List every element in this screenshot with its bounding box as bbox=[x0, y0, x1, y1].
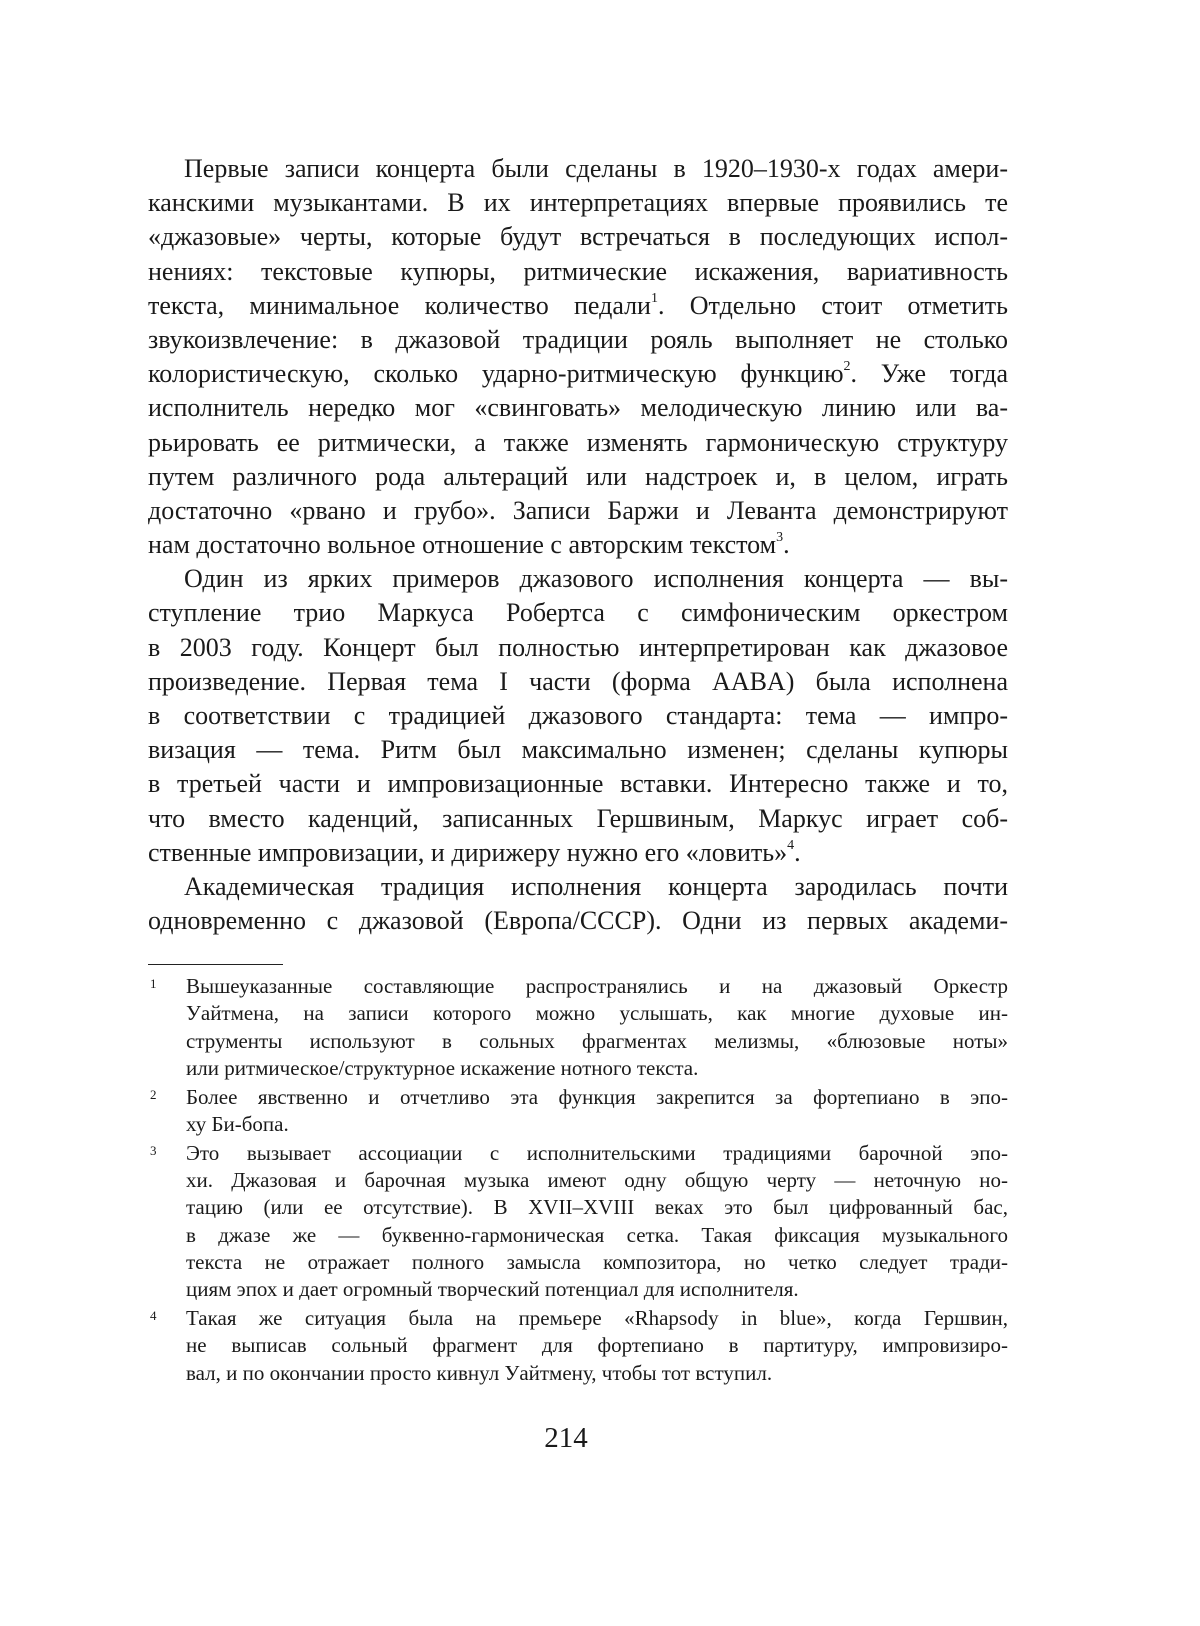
footnotes bbox=[148, 973, 1008, 1388]
footnote-separator bbox=[148, 964, 283, 965]
line-text: достаточно «рвано и грубо». Записи Баржи и Леванта демонстрируют bbox=[148, 495, 1008, 525]
footnote-line: Вышеуказанные составляющие распространялись и на джазовый Оркестр bbox=[186, 974, 1008, 998]
line-text: «джазовые» черты, которые будут встречаться в последующих испол- bbox=[148, 222, 1008, 252]
text-line bbox=[148, 152, 1008, 186]
text-line bbox=[148, 426, 1008, 460]
text-line bbox=[148, 460, 1008, 494]
footnote bbox=[148, 973, 1008, 1082]
text-line bbox=[148, 767, 1008, 801]
line-text: исполнитель нередко мог «свинговать» мелодическую линию или ва- bbox=[148, 393, 1008, 423]
text-line bbox=[148, 699, 1008, 733]
text-line bbox=[148, 391, 1008, 425]
line-text-tail: . Уже тогда bbox=[850, 359, 1008, 389]
footnote-ref: 2 bbox=[843, 359, 851, 375]
footnote-line: Это вызывает ассоциации с исполнительскими традициями барочной эпо- bbox=[186, 1140, 1008, 1165]
footnote-line: хи. Джазовая и барочная музыка имеют одну общую черту — неточную но- bbox=[186, 1168, 1008, 1193]
paragraph bbox=[148, 152, 1008, 562]
text-line bbox=[148, 802, 1008, 836]
footnote-line: в джазе же — буквенно-гармоническая сетка. Такая фиксация музыкального bbox=[186, 1222, 1008, 1247]
line-text: колористическую, сколько ударно-ритмическую функцию bbox=[148, 359, 844, 389]
text-line bbox=[148, 631, 1008, 665]
line-text: Один из ярких примеров джазового исполнения концерта — вы- bbox=[184, 564, 1008, 594]
text-line bbox=[148, 186, 1008, 220]
text-line bbox=[148, 494, 1008, 528]
paragraph bbox=[148, 562, 1008, 870]
line-text: что вместо каденций, записанных Гершвиным, Маркус играет соб- bbox=[148, 803, 1008, 833]
page-number: 214 bbox=[544, 1422, 588, 1454]
footnote-ref: 3 bbox=[776, 530, 784, 546]
footnote bbox=[148, 1305, 1008, 1387]
line-text: в 2003 году. Концерт был полностью интерпретирован как джазовое bbox=[148, 632, 1008, 662]
line-text: текста, минимальное количество педали bbox=[148, 290, 651, 320]
footnote-number: 4 bbox=[150, 1308, 157, 1324]
footnote-number: 3 bbox=[150, 1142, 157, 1158]
footnote-line: Такая же ситуация была на премьере «Rhapsody in blue», когда Гершвин, bbox=[186, 1306, 1008, 1331]
line-text: ственные импровизации, и дирижеру нужно его «ловить» bbox=[148, 837, 788, 867]
footnote-number: 1 bbox=[150, 976, 157, 991]
main-text bbox=[148, 152, 1008, 938]
text-line bbox=[148, 323, 1008, 357]
line-text: рьировать ее ритмически, а также изменять гармоническую структуру bbox=[148, 427, 1008, 457]
line-text-tail: . bbox=[794, 837, 801, 867]
footnote-line: текста не отражает полного замысла композитора, но четко следует тради- bbox=[186, 1249, 1008, 1274]
footnote-line: не выписав сольный фрагмент для фортепиано в партитуру, импровизиро- bbox=[186, 1333, 1008, 1358]
line-text: нам достаточно вольное отношение с авторским текстом bbox=[148, 530, 777, 560]
footnote-ref: 4 bbox=[787, 838, 795, 854]
line-text: канскими музыкантами. В их интерпретациях впервые проявились те bbox=[148, 188, 1008, 218]
footnote-line: Более явственно и отчетливо эта функция закрепится за фортепиано в эпо- bbox=[186, 1084, 1008, 1109]
line-text: Академическая традиция исполнения концерта зародилась почти bbox=[184, 871, 1008, 901]
text-line bbox=[148, 357, 1008, 391]
line-text: одновременно с джазовой (Европа/СССР). Одни из первых академи- bbox=[148, 906, 1008, 936]
line-text: в третьей части и импровизационные вставки. Интересно также и то, bbox=[148, 769, 1008, 799]
text-line bbox=[148, 836, 1008, 870]
text-line bbox=[148, 528, 1008, 562]
text-line bbox=[148, 596, 1008, 630]
text-line bbox=[148, 255, 1008, 289]
footnote-line: или ритмическое/структурное искажение нотного текста. bbox=[186, 1055, 699, 1080]
line-text: произведение. Первая тема I части (форма AABA) была исполнена bbox=[148, 666, 1008, 696]
text-line bbox=[148, 904, 1008, 938]
line-text: ступление трио Маркуса Робертса с симфоническим оркестром bbox=[148, 598, 1008, 628]
footnote-line: ху Би-бопа. bbox=[186, 1111, 289, 1136]
text-line bbox=[148, 733, 1008, 767]
line-text: в соответствии с традицией джазового стандарта: тема — импро- bbox=[148, 701, 1008, 730]
paragraph bbox=[148, 870, 1008, 938]
line-text: нениях: текстовые купюры, ритмические искажения, вариативность bbox=[148, 256, 1008, 286]
line-text-tail: . Отдельно стоит отметить bbox=[657, 290, 1009, 320]
line-text: звукоизвлечение: в джазовой традиции рояль выполняет не столько bbox=[148, 324, 1008, 354]
text-line bbox=[148, 562, 1008, 596]
footnote-line: струменты используют в сольных фрагментах мелизмы, «блюзовые ноты» bbox=[186, 1028, 1008, 1053]
footnote-line: циям эпох и дает огромный творческий потенциал для исполнителя. bbox=[186, 1277, 799, 1302]
footnote-ref: 1 bbox=[650, 291, 658, 307]
text-line bbox=[148, 665, 1008, 699]
text-line bbox=[148, 289, 1008, 323]
text-line bbox=[148, 220, 1008, 254]
line-text-tail: . bbox=[783, 530, 790, 560]
line-text: Первые записи концерта были сделаны в 1920–1930-х годах амери- bbox=[184, 154, 1008, 183]
footnote-line: Уайтмена, на записи которого можно услышать, как многие духовые ин- bbox=[186, 1001, 1008, 1026]
footnote bbox=[148, 1140, 1008, 1304]
footnote-line: тацию (или ее отсутствие). В XVII–XVIII веках это был цифрованный бас, bbox=[186, 1195, 1008, 1220]
footnote-line: вал, и по окончании просто кивнул Уайтмену, чтобы тот вступил. bbox=[186, 1360, 773, 1385]
footnote-number: 2 bbox=[150, 1086, 157, 1102]
line-text: визация — тема. Ритм был максимально изменен; сделаны купюры bbox=[148, 735, 1008, 765]
footnote bbox=[148, 1084, 1008, 1139]
line-text: путем различного рода альтераций или надстроек и, в целом, играть bbox=[148, 461, 1008, 491]
text-line bbox=[148, 870, 1008, 904]
